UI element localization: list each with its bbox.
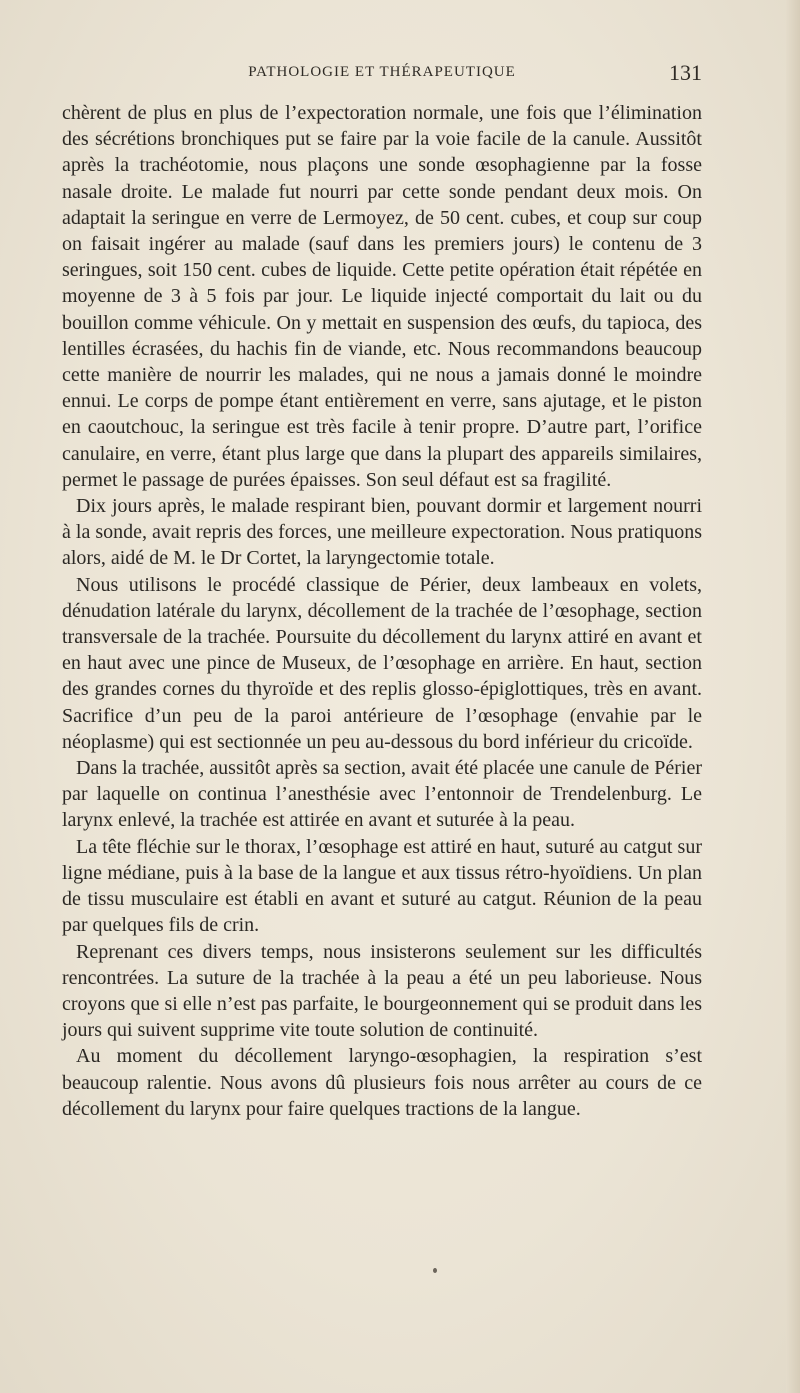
running-title: PATHOLOGIE ET THÉRAPEUTIQUE [248, 64, 516, 80]
paragraph-1: chèrent de plus en plus de l’expectoration normale, une fois que l’élimination des sécrétions bronchiques put se faire par la voie facile de la canule. Aussitôt après la trachéotomie, nous plaçons une sonde œsophagienne par la fosse nasale droite. Le malade fut nourri par cette sonde pendant deux mois. On adaptait la seringue en verre de Lermoyez, de 50 cent. cubes, et coup sur coup on faisait ingérer au malade (sauf dans les premiers jours) le contenu de 3 seringues, soit 150 cent. cubes de liquide. Cette petite opération était répétée en moyenne de 3 à 5 fois par jour. Le liquide injecté comportait du lait ou du bouillon comme véhicule. On y mettait en suspension des œufs, du tapioca, des lentilles écrasées, du hachis fin de viande, etc. Nous recommandons beaucoup cette manière de nourrir les malades, qui ne nous a jamais donné le moindre ennui. Le corps de pompe étant entièrement en verre, sans ajutage, et le piston en caoutchouc, la seringue est très facile à tenir propre. D’autre part, l’orifice canulaire, en verre, étant plus large que dans la plupart des appareils similaires, permet le passage de purées épaisses. Son seul défaut est sa fragilité. [62, 102, 702, 491]
paragraph-5: La tête fléchie sur le thorax, l’œsophage est attiré en haut, suturé au catgut sur ligne médiane, puis à la base de la langue et aux tissus rétro-hyoïdiens. Un plan de tissu musculaire est établi en avant et suturé au catgut. Réunion de la peau par quelques fils de crin. [62, 835, 702, 937]
ink-dot [433, 1268, 437, 1273]
body-text [62, 100, 702, 1122]
paragraph-2: Dix jours après, le malade respirant bien, pouvant dormir et largement nourri à la sonde, avait repris des forces, une meilleure expectoration. Nous pratiquons alors, aidé de M. le Dr Cortet, la laryngectomie totale. [62, 495, 702, 570]
paragraph-7: Au moment du décollement laryngo-œsophagien, la respiration s’est beaucoup ralentie. Nous avons dû plusieurs fois nous arrêter au cours de ce décollement du larynx pour faire quelques tractions de la langue. [62, 1045, 702, 1120]
page-number: 131 [669, 60, 702, 85]
paragraph-4: Dans la trachée, aussitôt après sa section, avait été placée une canule de Périer par laquelle on continua l’anesthésie avec l’entonnoir de Trendelenburg. Le larynx enlevé, la trachée est attirée en avant et suturée à la peau. [62, 757, 702, 832]
paragraph-3: Nous utilisons le procédé classique de Périer, deux lambeaux en volets, dénudation latérale du larynx, décollement de la trachée de l’œsophage, section transversale de la trachée. Poursuite du décollement du larynx attiré en avant et en haut avec une pince de Museux, de l’œsophage en arrière. En haut, section des grandes cornes du thyroïde et des replis glosso-épiglottiques, très en avant. Sacrifice d’un peu de la paroi antérieure de l’œsophage (envahie par le néoplasme) qui est sectionnée un peu au-dessous du bord inférieur du cricoïde. [62, 573, 702, 753]
paragraph-6: Reprenant ces divers temps, nous insisterons seulement sur les difficultés rencontrées. La suture de la trachée à la peau a été un peu laborieuse. Nous croyons que si elle n’est pas parfaite, le bourgeonnement qui se produit dans les jours qui suivent supprime vite toute solution de continuité. [62, 940, 702, 1042]
page-edge-shadow [786, 0, 800, 1393]
running-head [62, 60, 702, 90]
